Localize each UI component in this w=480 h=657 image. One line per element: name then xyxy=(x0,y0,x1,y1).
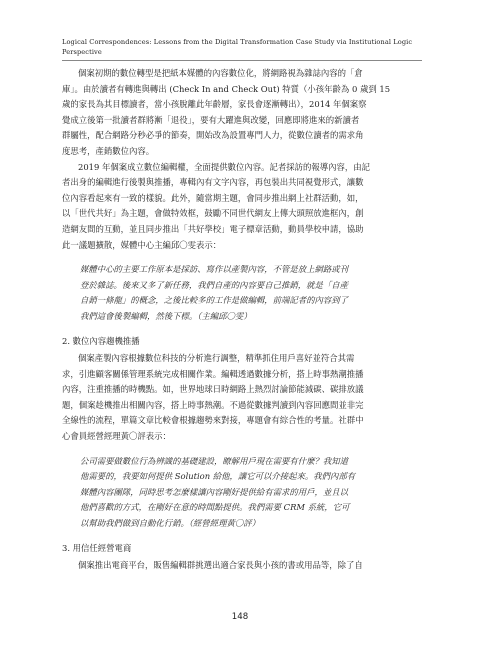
text-line: 者出身的編輯進行後製與推播，專輯內有文字內容，再包裝出共同視覺形式，讓數 xyxy=(62,177,364,188)
block-quote-editor xyxy=(80,262,412,324)
paragraph-2019-editorial xyxy=(62,160,424,254)
text-line: 個案產製內容根據數位科技的分析進行調整，精準抓住用戶喜好並符合其需 xyxy=(78,353,355,364)
text-line: 位內容看起來有一致的樣貌。此外，隨當期主題，會同步推出網上社群活動，如， xyxy=(62,192,364,203)
text-line: 覺成立後第一批讀者群將漸「退役」，要有大躍進與改變，回應即將進來的新讀者 xyxy=(62,114,360,125)
quote-line: 以幫助我們做到自動化行銷。（經營經理黃〇評） xyxy=(80,518,261,529)
quote-line: 他需要的，我要如何提供 Solution 給他，讓它可以介接起來。我們內部有 xyxy=(80,471,356,482)
quote-line: 自銷一條龍」的概念，之後比較多的工作是做編輯，前端記者的內容到了 xyxy=(80,295,348,306)
page-number: 148 xyxy=(231,612,249,622)
quote-line: 登於雜誌。後來又多了新任務，我們自產的內容要自己推銷，就是「自產 xyxy=(80,279,348,290)
running-header: Logical Correspondences: Lessons from the Digital Transformation Case Study via Institutional Logic Perspective xyxy=(62,38,413,56)
block-quote-manager xyxy=(80,454,412,532)
paragraph-ecommerce xyxy=(62,558,424,574)
paragraph-data-push xyxy=(62,351,424,445)
quote-line: 公司需要做數位行為辨識的基礎建設，瞭解用戶現在需要有什麼？我知道 xyxy=(80,455,348,466)
text-line: 庫」。由於讀者有轉進與轉出 (Check In and Check Out) 特質（小孩年齡為 0 歲到 15 xyxy=(62,83,391,94)
text-line: 個案推出電商平台，販售編輯群挑選出適合家長與小孩的書或用品等，除了自 xyxy=(78,560,363,571)
header-divider xyxy=(62,60,422,61)
text-line: 此一議題擴散，媒體中心主編邱〇雯表示： xyxy=(62,239,222,250)
text-line: 群屬性，配合網路分秒必爭的節奏，開始改為設置專門人力，從數位讀者的需求角 xyxy=(62,130,364,141)
text-line: 求，引進顧客關係管理系統完成相關作業。編輯透過數據分析，搭上時事熱潮推播 xyxy=(62,368,364,379)
text-line: 全線性的流程，單篇文章比較會根據趨勢來對接，專題會有綜合性的考量。社群中 xyxy=(62,415,364,426)
text-line: 造網友間的互動，並且同步推出「共好學校」電子標章活動，動員學校申請，協助 xyxy=(62,223,364,234)
text-line: 個案初期的數位轉型是把紙本媒體的內容數位化，將網路視為雜誌內容的「倉 xyxy=(78,68,363,78)
text-line: 以「世代共好」為主題，會做特效框，鼓勵不同世代網友上傳大頭照放進框內，創 xyxy=(62,208,364,219)
heading-text: 3. 用信任經營電商 xyxy=(62,542,132,553)
quote-line: 媒體中心的主要工作原本是採訪、寫作以產製內容，不管是放上網路或刊 xyxy=(80,264,348,275)
quote-line: 媒體內容團隊，同時思考怎麼樣讓內容剛好提供給有需求的用戶，並且以 xyxy=(80,486,348,497)
quote-line: 他們喜歡的方式，在剛好在意的時間點提供。我們需要 CRM 系統，它可 xyxy=(80,502,350,513)
section-heading xyxy=(62,334,424,350)
text-line: 內容，注重推播的時機點。如，世界地球日時網路上熱烈討論節能減碳、碳排放議 xyxy=(62,384,364,395)
text-line: 心會員經營經理黃〇評表示： xyxy=(62,431,171,442)
section-heading xyxy=(62,541,424,557)
text-line: 度思考，產銷數位內容。 xyxy=(62,145,155,156)
text-line: 題，個案趁機推出相關內容，搭上時事熱潮。不過從數據判讀到內容回應間並非完 xyxy=(62,399,364,410)
quote-line: 我們這會後製編輯，然後下標。（主編邱〇雯） xyxy=(80,310,252,321)
paragraph-digitization-origin xyxy=(62,66,424,160)
text-line: 歲的家長為其目標讀者，當小孩脫離此年齡層，家長會逐漸轉出），2014 年個案察 xyxy=(62,99,367,110)
text-line: 2019 年個案成立數位編輯權，全面提供數位內容。記者採訪的報導內容，由記 xyxy=(78,161,370,172)
heading-text: 2. 數位內容趨機推播 xyxy=(62,335,140,346)
body-text xyxy=(62,66,424,574)
